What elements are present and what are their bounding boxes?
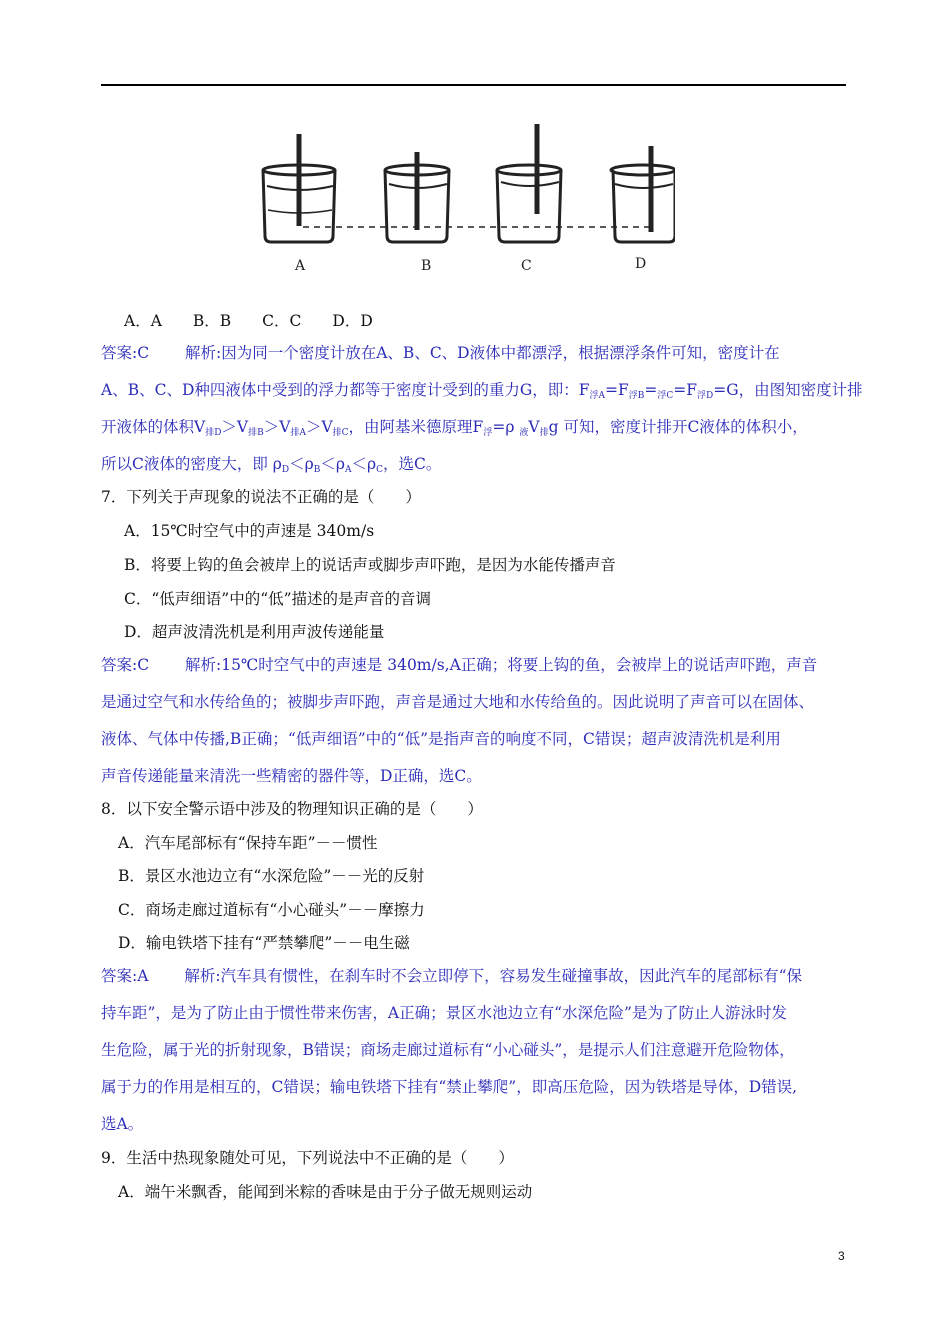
- q7-option-b: B．将要上钩的鱼会被岸上的说话声或脚步声吓跑，是因为水能传播声音: [124, 556, 616, 574]
- a8-line3: 生危险，属于光的折射现象，B错误；商场走廊过道标有“小心碰头”，是提示人们注意避开危险物体，: [101, 1041, 795, 1059]
- label-a: A: [295, 258, 306, 274]
- page-number: 3: [838, 1249, 845, 1263]
- hydrometer-figure: [255, 118, 675, 284]
- a7-line3: 液体、气体中传播,B正确；“低声细语”中的“低”是指声音的响度不同，C错误；超声波清洗机是利用: [101, 730, 781, 748]
- a6-line3: 开液体的体积$V_{排D}>V_{排B}>V_{排A}>V_{排C}$，由阿基米德原理$F_浮=\rho$ $_液V_排g$ 可知，密度计排开C液体的体积小，: [101, 418, 808, 438]
- q8-option-c: C．商场走廊过道标有“小心碰头”－－摩擦力: [118, 901, 425, 919]
- beaker-a: [263, 134, 335, 242]
- q8-option-b: B．景区水池边立有“水深危险”－－光的反射: [118, 867, 425, 885]
- beaker-b: [385, 152, 449, 242]
- beaker-d: [611, 146, 675, 242]
- q9-option-a: A．端午米飘香，能闻到米粽的香味是由于分子做无规则运动: [118, 1183, 533, 1201]
- q8-stem: 8．以下安全警示语中涉及的物理知识正确的是（ ）: [101, 800, 483, 818]
- a7-line2: 是通过空气和水传给鱼的；被脚步声吓跑，声音是通过大地和水传给鱼的。因此说明了声音可以在固体、: [101, 693, 815, 711]
- q7-option-a: A．15℃时空气中的声速是 340m/s: [124, 522, 375, 540]
- q9-stem: 9．生活中热现象随处可见，下列说法中不正确的是（ ）: [101, 1149, 514, 1167]
- a8-line5: 选A。: [101, 1115, 144, 1133]
- header-rule: [101, 84, 846, 86]
- a8-line2: 持车距”，是为了防止由于惯性带来伤害，A正确；景区水池边立有“水深危险”是为了防止人游泳时发: [101, 1004, 787, 1022]
- a6-line2: A、B、C、D种四液体中受到的浮力都等于密度计受到的重力G，即：$F_{浮A}=F_{浮B}=_{浮C}=F_{浮D}=G$，由图知密度计排: [101, 381, 863, 401]
- a7-line4: 声音传递能量来清洗一些精密的器件等，D正确，选C。: [101, 767, 482, 785]
- q6-options: A．A B．B C．C D．D: [124, 312, 373, 330]
- a8-line1: 答案:A 解析:汽车具有惯性，在刹车时不会立即停下，容易发生碰撞事故，因此汽车的尾部标有“保: [101, 967, 802, 985]
- q8-option-d: D．输电铁塔下挂有“严禁攀爬”－－电生磁: [118, 934, 410, 952]
- q7-option-c: C．“低声细语”中的“低”描述的是声音的音调: [124, 590, 432, 608]
- a6-line1: 答案:C 解析:因为同一个密度计放在A、B、C、D液体中都漂浮，根据漂浮条件可知，密度计在: [101, 344, 780, 362]
- beaker-c: [497, 124, 561, 242]
- label-c: C: [521, 258, 532, 274]
- a8-line4: 属于力的作用是相互的，C错误；输电铁塔下挂有“禁止攀爬”，即高压危险，因为铁塔是导体，D错误,: [101, 1078, 798, 1096]
- a7-line1: 答案:C 解析:15℃时空气中的声速是 340m/s,A正确；将要上钩的鱼，会被岸上的说话声吓跑，声音: [101, 656, 818, 674]
- q7-option-d: D．超声波清洗机是利用声波传递能量: [124, 623, 385, 641]
- label-b: B: [421, 258, 432, 274]
- label-d: D: [635, 256, 647, 272]
- q7-stem: 7．下列关于声现象的说法不正确的是（ ）: [101, 488, 421, 506]
- q8-option-a: A．汽车尾部标有“保持车距”－－惯性: [118, 834, 378, 852]
- a6-line4: 所以C液体的密度大，即 $\rho_D<\rho_B<\rho_A<\rho_C$，选C。: [101, 455, 442, 475]
